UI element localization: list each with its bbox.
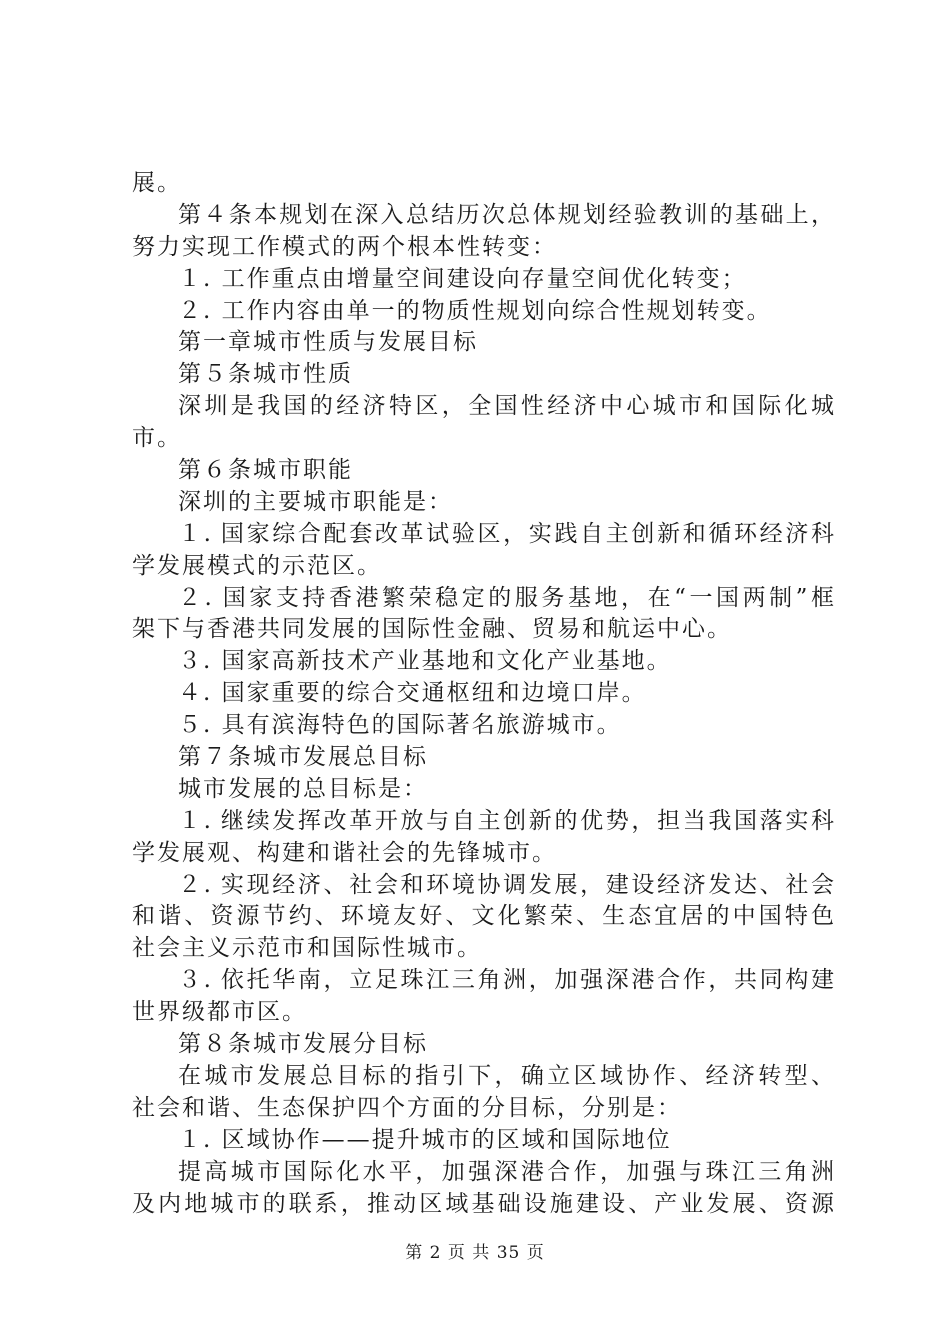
- text-line: 架下与香港共同发展的国际性金融、贸易和航运中心。: [132, 616, 732, 643]
- text-line: 学发展观、构建和谐社会的先锋城市。: [132, 839, 557, 866]
- text-line: 第８条城市发展分目标: [178, 1031, 428, 1058]
- text-line: 努力实现工作模式的两个根本性转变：: [132, 233, 557, 260]
- text-line: 世界级都市区。: [132, 999, 307, 1026]
- text-line: 市。: [132, 425, 182, 452]
- text-line: 展。: [132, 170, 182, 196]
- text-line: 第６条城市职能: [178, 457, 353, 484]
- text-line: 提高城市国际化水平，加强深港合作，加强与珠江三角洲: [178, 1158, 834, 1185]
- text-line: 第５条城市性质: [178, 361, 353, 388]
- text-line: ２. 国家支持香港繁荣稳定的服务基地，在“一国两制”框: [178, 584, 834, 611]
- text-line: ４. 国家重要的综合交通枢纽和边境口岸。: [178, 680, 647, 707]
- text-line: ３. 国家高新技术产业基地和文化产业基地。: [178, 648, 672, 675]
- text-line: 第４条本规划在深入总结历次总体规划经验教训的基础上，: [178, 201, 834, 228]
- text-line: 社会和谐、生态保护四个方面的分目标，分别是：: [132, 1094, 682, 1121]
- text-line: 深圳是我国的经济特区，全国性经济中心城市和国际化城: [178, 393, 834, 420]
- text-line: 及内地城市的联系，推动区域基础设施建设、产业发展、资源: [132, 1190, 834, 1217]
- text-line: ２. 工作内容由单一的物质性规划向综合性规划转变。: [178, 297, 772, 324]
- text-line: ２. 实现经济、社会和环境协调发展，建设经济发达、社会: [178, 871, 834, 898]
- text-line: 深圳的主要城市职能是：: [178, 488, 453, 515]
- text-line: 社会主义示范市和国际性城市。: [132, 935, 482, 962]
- text-line: １. 工作重点由增量空间建设向存量空间优化转变；: [178, 265, 747, 292]
- text-line: １. 区域协作——提升城市的区域和国际地位: [178, 1126, 672, 1153]
- text-line: 城市发展的总目标是：: [178, 775, 428, 802]
- text-line: 第一章城市性质与发展目标: [178, 329, 478, 356]
- text-line: １. 继续发挥改革开放与自主创新的优势，担当我国落实科: [178, 807, 834, 834]
- text-line: 和谐、资源节约、环境友好、文化繁荣、生态宜居的中国特色: [132, 903, 834, 930]
- text-line: ５. 具有滨海特色的国际著名旅游城市。: [178, 712, 622, 739]
- text-line: ３. 依托华南，立足珠江三角洲，加强深港合作，共同构建: [178, 967, 834, 994]
- text-line: 在城市发展总目标的指引下，确立区域协作、经济转型、: [178, 1062, 834, 1089]
- text-line: １. 国家综合配套改革试验区，实践自主创新和循环经济科: [178, 520, 834, 547]
- text-line: 第７条城市发展总目标: [178, 744, 428, 771]
- page-number-footer: 第 2 页 共 35 页: [405, 1243, 545, 1263]
- document-body: [132, 168, 834, 1220]
- text-line: 学发展模式的示范区。: [132, 552, 382, 579]
